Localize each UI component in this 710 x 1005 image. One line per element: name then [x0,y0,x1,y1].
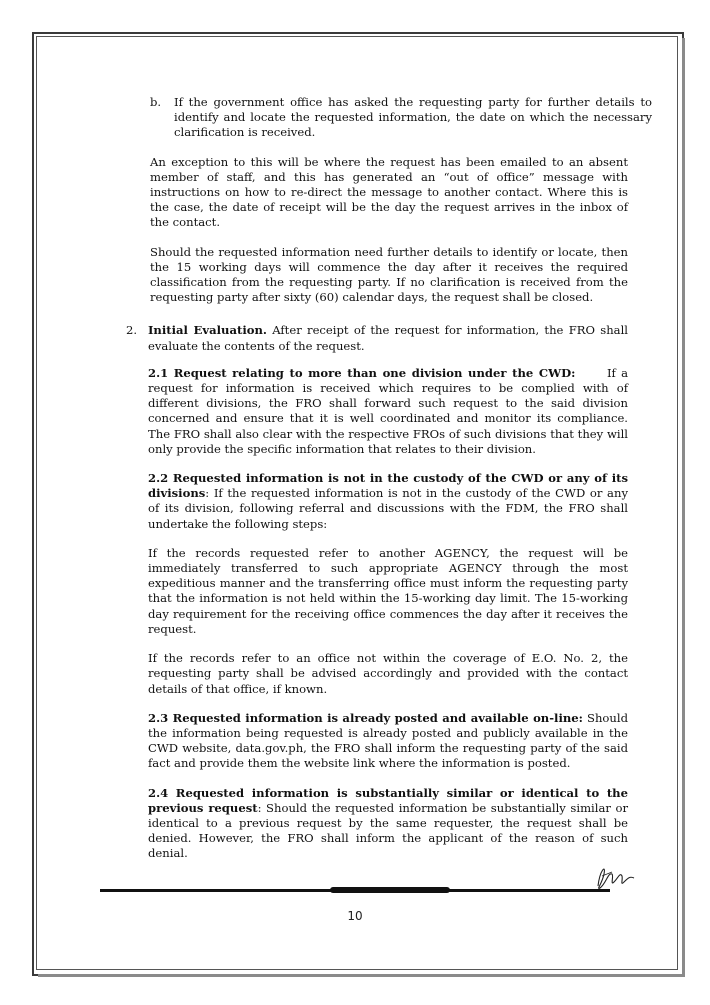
subsection-heading: 2.1 Request relating to more than one division under the CWD: [148,365,576,380]
subsection-heading: 2.4 Requested information is substantially similar or identical to the previous request [148,785,628,815]
subsection-heading: 2.2 Requested information is not in the custody of the CWD or any of its divisions [148,471,628,501]
subsection-text: Should the information being requested is already posted and publicly available in the CWD website, data.gov.ph, the FRO shall inform the requesting party of the said fact and provide them the website link where the information is posted. [148,710,629,771]
subsection-text: If a request for information is received which requires to be complied with of different divisions, the FRO shall forward such request to the said division concerned and ensure that it is well coordinated and monitor its compliance. The FRO shall also clear with the respective FROs of such divisions that they will only provide the specific information that relates to their division. [148,365,636,456]
footer-divider-accent [330,887,450,893]
list-marker: b. [150,95,162,109]
page-border-shadow-bottom [38,974,685,977]
subsection-2-4 [148,786,628,862]
subsection-2-2 [148,471,628,532]
subsection-2-1 [148,365,636,457]
subsection-text: : Should the requested information be substantially similar or identical to a previous request by the same requester, the request shall be denied. However, the FRO shall inform the applicant of the reason of such denial. [148,800,628,861]
section-heading: Initial Evaluation. [148,323,267,338]
section-text: After receipt of the request for information, the FRO shall evaluate the contents of the request. [148,323,628,353]
section-paragraph [148,323,628,353]
paragraph-exception: An exception to this will be where the request has been emailed to an absent member of staff, and this has generated an “out of office” message with instructions on how to re-direct the message to another contact. Where this is the case, the date of receipt will be the day the request arrives in the inbox of the contact. [150,154,628,230]
subsection-heading: 2.3 Requested information is already posted and available on-line: [148,710,583,725]
paragraph-eo: If the records refer to an office not within the coverage of E.O. No. 2, the requesting party shall be advised accordingly and provided with the contact details of that office, if known. [148,651,628,696]
paragraph-further-details: Should the requested information need further details to identify or locate, then the 15 working days will commence the day after it receives the required classification from the requesting party. If no clarification is received from the requesting party after sixty (60) calendar days, the request shall be closed. [150,244,628,305]
page-border-shadow-right [682,38,685,976]
list-item-text: If the government office has asked the requesting party for further details to identify and locate the requested information, the date on which the necessary clarification is received. [174,95,652,140]
subsection-text: : If the requested information is not in the custody of the CWD or any of its division, following referral and discussions with the FDM, the FRO shall undertake the following steps: [148,486,628,531]
list-item-b [150,95,652,141]
section-number: 2. [126,323,138,338]
document-body [126,95,652,876]
page-number: 10 [347,909,363,923]
subsection-2-3 [148,711,628,772]
section-initial-evaluation [126,323,628,353]
paragraph-agency: If the records requested refer to another AGENCY, the request will be immediately transferred to such appropriate AGENCY through the most expeditious manner and the transferring office must inform the requesting party that the information is not held within the 15-working day limit. The 15-working day requirement for the receiving office commences the day after it receives the request. [148,545,628,636]
